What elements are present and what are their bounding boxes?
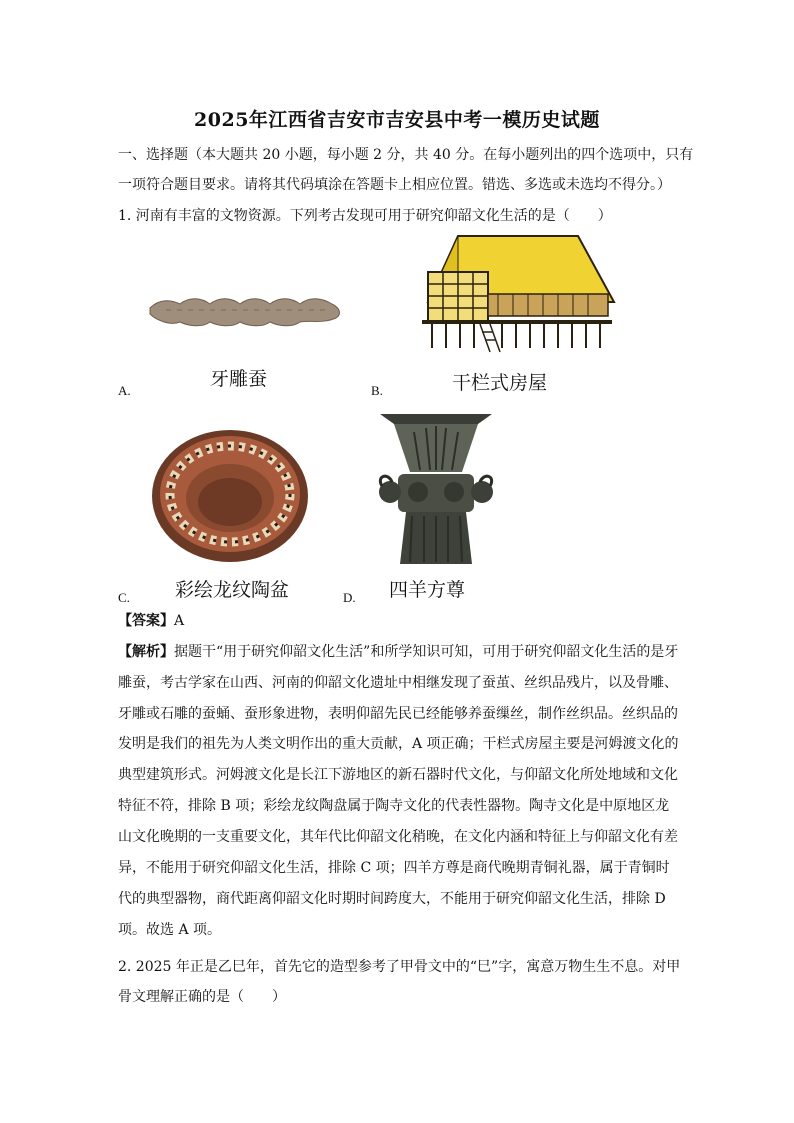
option-b-letter: B. [371,383,383,398]
section-instruction-line-1: 一、选择题（本大题共 20 小题，每小题 2 分，共 40 分。在每小题列出的四个选项中，只有 [118,147,694,163]
analysis-line-1 [118,642,678,662]
question-2-line-1: 2. 2025 年正是乙巳年，首先它的造型参考了甲骨文中的“巳”字，寓意万物生生不息。对甲 [118,959,681,975]
analysis-line-6: 特征不符，排除 B 项；彩绘龙纹陶盘属于陶寺文化的代表性器物。陶寺文化是中原地区龙 [118,798,670,814]
analysis-line-5: 典型建筑形式。河姆渡文化是长江下游地区的新石器时代文化，与仰韶文化所处地域和文化 [118,767,678,783]
analysis-line-8: 异，不能用于研究仰韶文化生活，排除 C 项；四羊方尊是商代晚期青铜礼器，属于青铜时 [118,860,670,876]
ivory-silkworm-image [146,290,344,332]
option-c-letter: C. [118,590,130,605]
analysis-line-4: 发明是我们的祖先为人类文明作出的重大贡献，A 项正确；干栏式房屋主要是河姆渡文化的 [118,736,679,752]
option-a-caption: 牙雕蚕 [210,368,268,390]
option-a-letter: A. [118,383,131,398]
option-d-caption: 四羊方尊 [389,579,466,601]
option-d-letter: D. [343,590,356,605]
question-1-stem: 1. 河南有丰富的文物资源。下列考古发现可用于研究仰韶文化生活的是（ ） [118,208,612,224]
answer-line [118,611,184,631]
answer-label: 【答案】 [118,613,174,629]
analysis-line-3: 牙雕或石雕的蚕蛹、蚕形象进物，表明仰韶先民已经能够养蚕缫丝，制作丝织品。丝织品的 [118,706,678,722]
analysis-line-2: 雕蚕，考古学家在山西、河南的仰韶文化遗址中相继发现了蚕茧、丝织品残片，以及骨雕、 [118,675,678,691]
section-instruction-line-2: 一项符合题目要求。请将其代码填涂在答题卡上相应位置。错选、多选或未选均不得分。） [118,177,671,193]
answer-value: A [174,613,185,629]
four-ram-zun-image [376,412,496,570]
page-title: 2025年江西省吉安市吉安县中考一模历史试题 [194,109,600,131]
analysis-line-9: 代的典型器物，商代距离仰韶文化时期时间跨度大，不能用于研究仰韶文化生活，排除 D [118,891,666,907]
stilt-house-image [418,232,616,354]
option-c-caption: 彩绘龙纹陶盆 [175,579,290,601]
analysis-label: 【解析】 [118,644,174,660]
option-b-caption: 干栏式房屋 [452,372,548,394]
painted-pottery-basin-image [150,428,310,568]
analysis-line-10: 项。故选 A 项。 [118,922,222,938]
question-2-line-2: 骨文理解正确的是（ ） [118,989,286,1005]
analysis-line-7: 山文化晚期的一支重要文化，其年代比仰韶文化稍晚，在文化内涵和特征上与仰韶文化有差 [118,829,678,845]
analysis-text-1: 据题干“用于研究仰韶文化生活”和所学知识可知，可用于研究仰韶文化生活的是牙 [174,644,679,660]
